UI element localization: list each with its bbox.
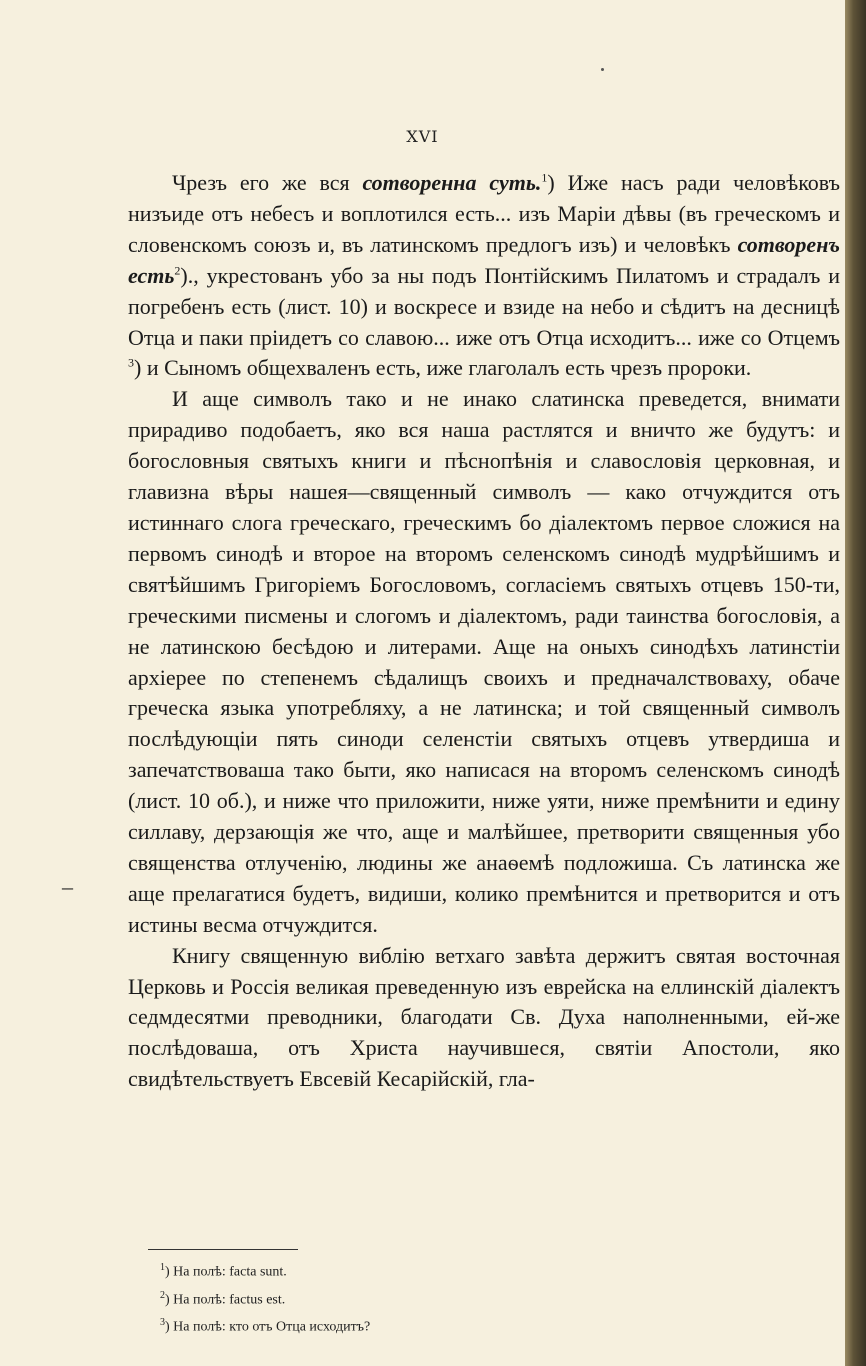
footnote-rule (148, 1249, 298, 1250)
book-spine-edge (845, 0, 866, 1366)
ink-speck (601, 68, 604, 71)
footnote (160, 1311, 760, 1339)
footnote-ref: 3 (128, 356, 134, 371)
body-text (128, 168, 840, 1095)
paragraph (128, 384, 840, 940)
text-segment: Книгу священную виблію ветхаго завѣта держитъ святая восточная Церковь и Россія великая преведенную изъ еврейска на еллинскій діалектъ седмдесятми преводники, благодати Св. Духа наполненными, ей-же послѣдоваша, отъ Христа научившеся, святіи Апостоли, яко свидѣтельствуетъ Евсевій Кесарійскій, гла- (128, 942, 840, 1092)
footnote-ref: 2 (174, 263, 181, 278)
text-segment: ) Иже насъ ради человѣковъ низъиде отъ небесъ и воплотился есть... изъ Маріи дѣвы (въ грeческомъ и словенскомъ союзъ и, въ латинскомъ предлогъ изъ) и человѣкъ (128, 170, 840, 257)
footnote-number: 3 (160, 1317, 165, 1329)
footnote-number: 2 (160, 1289, 165, 1301)
text-segment: ) и Сыномъ общехваленъ есть, иже глаголалъ есть чрезъ пророки. (134, 355, 752, 381)
text-segment: И аще символъ тако и не инако слатинска преведется, внимати прирадиво подобаетъ, яко вся наша растлятся и вничто же будутъ: и богословныя святыхъ книги и пѣснопѣнія и славословія церковная, и главизна вѣры нашея—священный символъ — како отчуждится отъ истиннаго слога греческаго, греческимъ бо діалектомъ первое сложися на первомъ синодѣ и второе на второмъ селенскомъ синодѣ мудрѣйшимъ и святѣйшимъ Григоріемъ Богословомъ, согласіемъ святыхъ отцевъ 150-ти, греческими писмены и слогомъ и діалектомъ, ради таинства богословія, а не латинскою бесѣдою и литерами. Аще на оныхъ синодѣхъ латинстіи архіерее по степенемъ сѣдалищъ своихъ и предначалствоваху, обаче греческа языка употребляху, а не латинска; и той священный символъ послѣдующіи пять синоди селенстіи святыхъ отцевъ утвердиша и запечатствоваша тако быти, яко написася на второмъ селенскомъ синодѣ (лист. 10 об.), и ниже что приложити, ниже уяти, ниже премѣнити и едину силлаву, дерзающія же что, аще и малѣйшее, претворити священныя убо священства отлученію, людины же анаѳемѣ подложиша. Съ латинска же аще прелагатися будетъ, видиши, колико премѣнится и претворится и отъ истины весма отчуждится. (128, 386, 840, 937)
paragraph (128, 941, 840, 1096)
footnote (160, 1256, 760, 1284)
paragraph (128, 168, 840, 384)
footnote-number: 1 (160, 1262, 165, 1273)
footnote (160, 1284, 760, 1312)
footnote-text: ) На полѣ: factus est. (165, 1292, 286, 1308)
margin-mark: – (62, 874, 73, 899)
emphasis-text: сотворенна суть. (362, 170, 542, 195)
footnotes (160, 1256, 760, 1339)
footnote-text: ) На полѣ: facta sunt. (165, 1264, 287, 1280)
emphasis-text: сотворенъ есть (128, 231, 840, 288)
text-segment: )., укрестованъ убо за ны подъ Понтійскимъ Пилатомъ и страдалъ и погребенъ есть (лист. 10) и воскресе и взиде на небо и сѣдитъ на десницѣ Отца и паки пріидетъ со славою... иже отъ Отца исходитъ... иже со Отцемъ (128, 262, 840, 350)
page-number: XVI (406, 127, 439, 146)
footnote-ref: 1 (541, 170, 548, 185)
text-segment: Чрезъ его же вся (172, 170, 363, 195)
footnote-text: ) На полѣ: кто отъ Отца исходитъ? (165, 1319, 371, 1335)
